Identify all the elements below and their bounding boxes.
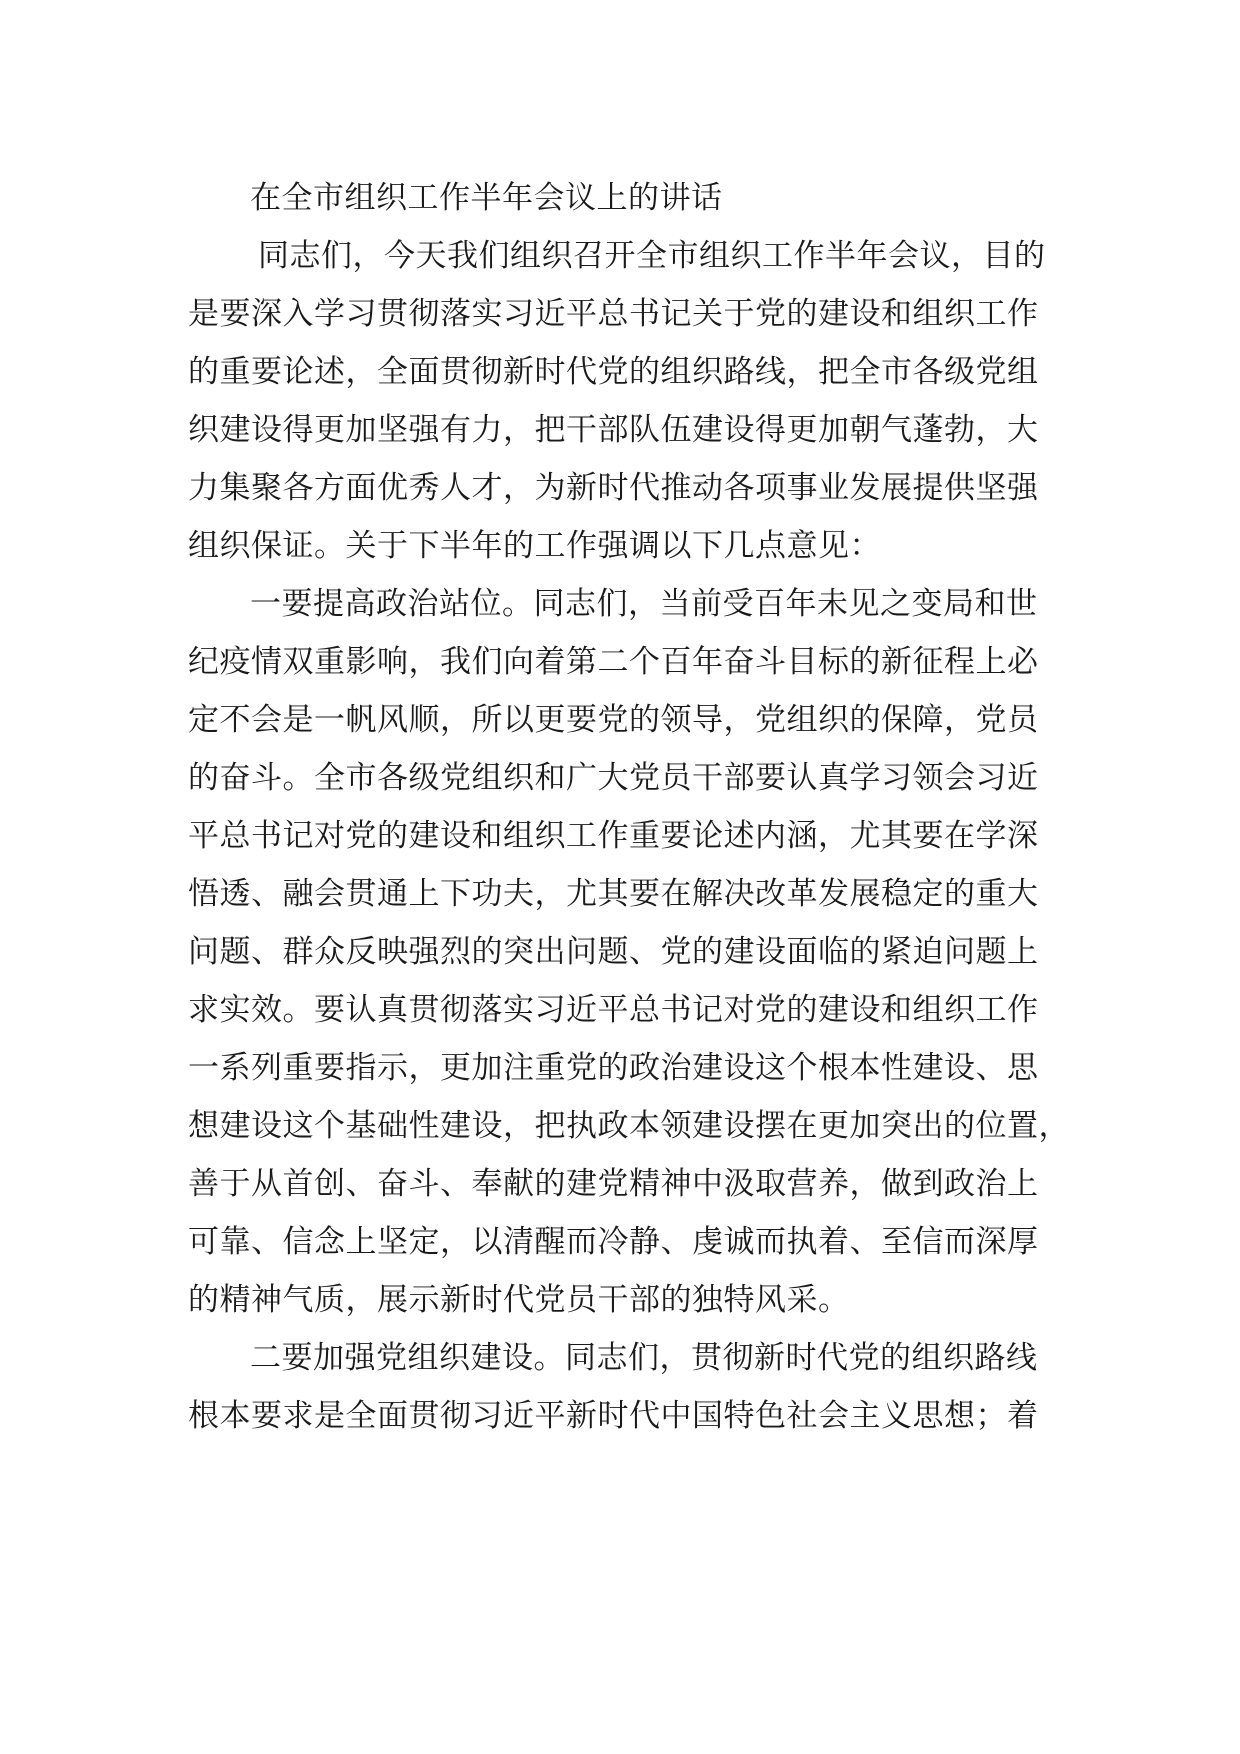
- document-title: 在全市组织工作半年会议上的讲话: [250, 180, 723, 216]
- paragraph-line: 同志们，今天我们组织召开全市组织工作半年会议，目的: [258, 238, 1046, 274]
- paragraph-line: 想建设这个基础性建设，把执政本领建设摆在更加突出的位置，: [188, 1108, 1070, 1144]
- paragraph-line: 力集聚各方面优秀人才，为新时代推动各项事业发展提供坚强: [188, 470, 1039, 506]
- paragraph-line: 平总书记对党的建设和组织工作重要论述内涵，尤其要在学深: [188, 818, 1039, 854]
- paragraph-line: 悟透、融会贯通上下功夫，尤其要在解决改革发展稳定的重大: [188, 876, 1039, 912]
- paragraph-line: 问题、群众反映强烈的突出问题、党的建设面临的紧迫问题上: [188, 934, 1039, 970]
- paragraph-line: 织建设得更加坚强有力，把干部队伍建设得更加朝气蓬勃，大: [188, 412, 1039, 448]
- paragraph-line: 是要深入学习贯彻落实习近平总书记关于党的建设和组织工作: [188, 296, 1039, 332]
- paragraph-line: 可靠、信念上坚定，以清醒而冷静、虔诚而执着、至信而深厚: [188, 1224, 1039, 1260]
- paragraph-line: 的奋斗。全市各级党组织和广大党员干部要认真学习领会习近: [188, 760, 1039, 796]
- paragraph-line: 善于从首创、奋斗、奉献的建党精神中汲取营养，做到政治上: [188, 1166, 1039, 1202]
- paragraph-line: 定不会是一帆风顺，所以更要党的领导，党组织的保障，党员: [188, 702, 1039, 738]
- paragraph-line: 二要加强党组织建设。同志们，贯彻新时代党的组织路线: [250, 1340, 1038, 1376]
- paragraph-line: 一要提高政治站位。同志们，当前受百年未见之变局和世: [250, 586, 1038, 622]
- paragraph-line: 求实效。要认真贯彻落实习近平总书记对党的建设和组织工作: [188, 992, 1039, 1028]
- paragraph-line: 根本要求是全面贯彻习近平新时代中国特色社会主义思想；着: [188, 1398, 1039, 1434]
- paragraph-line: 的重要论述，全面贯彻新时代党的组织路线，把全市各级党组: [188, 354, 1039, 390]
- paragraph-line: 一系列重要指示，更加注重党的政治建设这个根本性建设、思: [188, 1050, 1039, 1086]
- paragraph-line: 组织保证。关于下半年的工作强调以下几点意见：: [188, 528, 881, 564]
- paragraph-line: 的精神气质，展示新时代党员干部的独特风采。: [188, 1282, 850, 1318]
- paragraph-line: 纪疫情双重影响，我们向着第二个百年奋斗目标的新征程上必: [188, 644, 1039, 680]
